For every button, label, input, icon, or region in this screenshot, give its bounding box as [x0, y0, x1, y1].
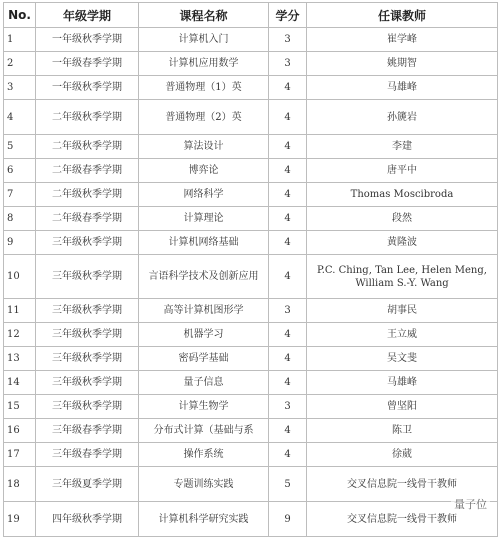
- cell-no: 2: [4, 52, 36, 76]
- table-row: [4, 323, 498, 347]
- cell-credit: 4: [269, 183, 307, 207]
- table-row: [4, 28, 498, 52]
- cell-no: 18: [4, 467, 36, 502]
- cell-teacher: 吴文斐: [307, 347, 498, 371]
- cell-course: 密码学基础: [139, 347, 269, 371]
- cell-no: 5: [4, 135, 36, 159]
- cell-teacher: 段然: [307, 207, 498, 231]
- cell-credit: 4: [269, 207, 307, 231]
- table-row: [4, 502, 498, 537]
- cell-course: 网络科学: [139, 183, 269, 207]
- cell-term: 二年级春季学期: [36, 207, 139, 231]
- cell-term: 三年级秋季学期: [36, 231, 139, 255]
- cell-credit: 4: [269, 419, 307, 443]
- cell-term: 一年级春季学期: [36, 52, 139, 76]
- cell-credit: 4: [269, 100, 307, 135]
- cell-term: 三年级夏季学期: [36, 467, 139, 502]
- table-row: [4, 76, 498, 100]
- cell-teacher: 胡事民: [307, 299, 498, 323]
- cell-teacher: Thomas Moscibroda: [307, 183, 498, 207]
- cell-teacher: 姚期智: [307, 52, 498, 76]
- cell-credit: 3: [269, 395, 307, 419]
- cell-teacher: 黄隆波: [307, 231, 498, 255]
- cell-teacher: 王立威: [307, 323, 498, 347]
- cell-no: 1: [4, 28, 36, 52]
- cell-credit: 9: [269, 502, 307, 537]
- cell-course: 量子信息: [139, 371, 269, 395]
- cell-no: 12: [4, 323, 36, 347]
- cell-course: 计算生物学: [139, 395, 269, 419]
- cell-teacher: 马雄峰: [307, 76, 498, 100]
- cell-credit: 4: [269, 443, 307, 467]
- header-term: 年级学期: [36, 3, 139, 28]
- table-row: [4, 231, 498, 255]
- table-row: [4, 100, 498, 135]
- table-body: [4, 28, 498, 537]
- cell-teacher: 唐平中: [307, 159, 498, 183]
- cell-course: 计算机网络基础: [139, 231, 269, 255]
- table-row: [4, 52, 498, 76]
- cell-no: 7: [4, 183, 36, 207]
- table-row: [4, 443, 498, 467]
- header-teacher: 任课教师: [307, 3, 498, 28]
- table-row: [4, 419, 498, 443]
- cell-no: 10: [4, 255, 36, 299]
- table-row: [4, 183, 498, 207]
- cell-no: 9: [4, 231, 36, 255]
- watermark-label: 量子位: [451, 495, 490, 513]
- cell-term: 三年级春季学期: [36, 419, 139, 443]
- cell-course: 算法设计: [139, 135, 269, 159]
- table-row: [4, 255, 498, 299]
- cell-term: 三年级秋季学期: [36, 395, 139, 419]
- cell-term: 三年级秋季学期: [36, 323, 139, 347]
- cell-no: 19: [4, 502, 36, 537]
- cell-course: 普通物理（2）英: [139, 100, 269, 135]
- cell-term: 一年级秋季学期: [36, 76, 139, 100]
- cell-teacher: 崔学峰: [307, 28, 498, 52]
- cell-teacher: 陈卫: [307, 419, 498, 443]
- cell-teacher: 孙篪岩: [307, 100, 498, 135]
- cell-no: 14: [4, 371, 36, 395]
- table-row: [4, 467, 498, 502]
- course-table-container: [3, 2, 497, 537]
- cell-credit: 4: [269, 159, 307, 183]
- cell-term: 三年级春季学期: [36, 443, 139, 467]
- cell-credit: 4: [269, 135, 307, 159]
- cell-course: 计算机入门: [139, 28, 269, 52]
- cell-course: 计算理论: [139, 207, 269, 231]
- cell-no: 8: [4, 207, 36, 231]
- cell-course: 机器学习: [139, 323, 269, 347]
- cell-course: 高等计算机图形学: [139, 299, 269, 323]
- cell-teacher: P.C. Ching, Tan Lee, Helen Meng, William S.-Y. Wang: [307, 255, 498, 299]
- cell-term: 三年级秋季学期: [36, 347, 139, 371]
- table-row: [4, 135, 498, 159]
- cell-term: 二年级秋季学期: [36, 135, 139, 159]
- cell-teacher: 曾坚阳: [307, 395, 498, 419]
- cell-no: 6: [4, 159, 36, 183]
- table-row: [4, 159, 498, 183]
- cell-course: 操作系统: [139, 443, 269, 467]
- cell-no: 4: [4, 100, 36, 135]
- cell-credit: 4: [269, 76, 307, 100]
- cell-course: 言语科学技术及创新应用: [139, 255, 269, 299]
- cell-term: 四年级秋季学期: [36, 502, 139, 537]
- table-row: [4, 395, 498, 419]
- cell-term: 二年级秋季学期: [36, 183, 139, 207]
- cell-course: 普通物理（1）英: [139, 76, 269, 100]
- cell-credit: 3: [269, 28, 307, 52]
- cell-term: 二年级春季学期: [36, 159, 139, 183]
- header-course: 课程名称: [139, 3, 269, 28]
- cell-no: 16: [4, 419, 36, 443]
- table-row: [4, 299, 498, 323]
- table-row: [4, 371, 498, 395]
- cell-credit: 4: [269, 231, 307, 255]
- cell-course: 专题训练实践: [139, 467, 269, 502]
- cell-teacher: 交叉信息院一线骨干教师: [307, 467, 498, 502]
- cell-credit: 4: [269, 255, 307, 299]
- cell-course: 计算机科学研究实践: [139, 502, 269, 537]
- cell-credit: 3: [269, 299, 307, 323]
- cell-term: 三年级秋季学期: [36, 371, 139, 395]
- cell-credit: 3: [269, 52, 307, 76]
- table-row: [4, 207, 498, 231]
- cell-term: 三年级秋季学期: [36, 255, 139, 299]
- table-header-row: [4, 3, 498, 28]
- cell-term: 一年级秋季学期: [36, 28, 139, 52]
- header-credit: 学分: [269, 3, 307, 28]
- cell-credit: 4: [269, 371, 307, 395]
- cell-term: 三年级秋季学期: [36, 299, 139, 323]
- cell-credit: 4: [269, 323, 307, 347]
- cell-credit: 4: [269, 347, 307, 371]
- cell-course: 分布式计算（基础与系: [139, 419, 269, 443]
- cell-no: 3: [4, 76, 36, 100]
- cell-no: 11: [4, 299, 36, 323]
- cell-teacher: 马雄峰: [307, 371, 498, 395]
- cell-course: 计算机应用数学: [139, 52, 269, 76]
- cell-credit: 5: [269, 467, 307, 502]
- cell-course: 博弈论: [139, 159, 269, 183]
- cell-no: 13: [4, 347, 36, 371]
- cell-term: 二年级秋季学期: [36, 100, 139, 135]
- cell-no: 15: [4, 395, 36, 419]
- cell-teacher: 徐葳: [307, 443, 498, 467]
- course-table: [3, 2, 498, 537]
- cell-no: 17: [4, 443, 36, 467]
- cell-teacher: 交叉信息院一线骨干教师: [307, 502, 498, 537]
- cell-teacher: 李建: [307, 135, 498, 159]
- header-no: No.: [4, 3, 36, 28]
- table-row: [4, 347, 498, 371]
